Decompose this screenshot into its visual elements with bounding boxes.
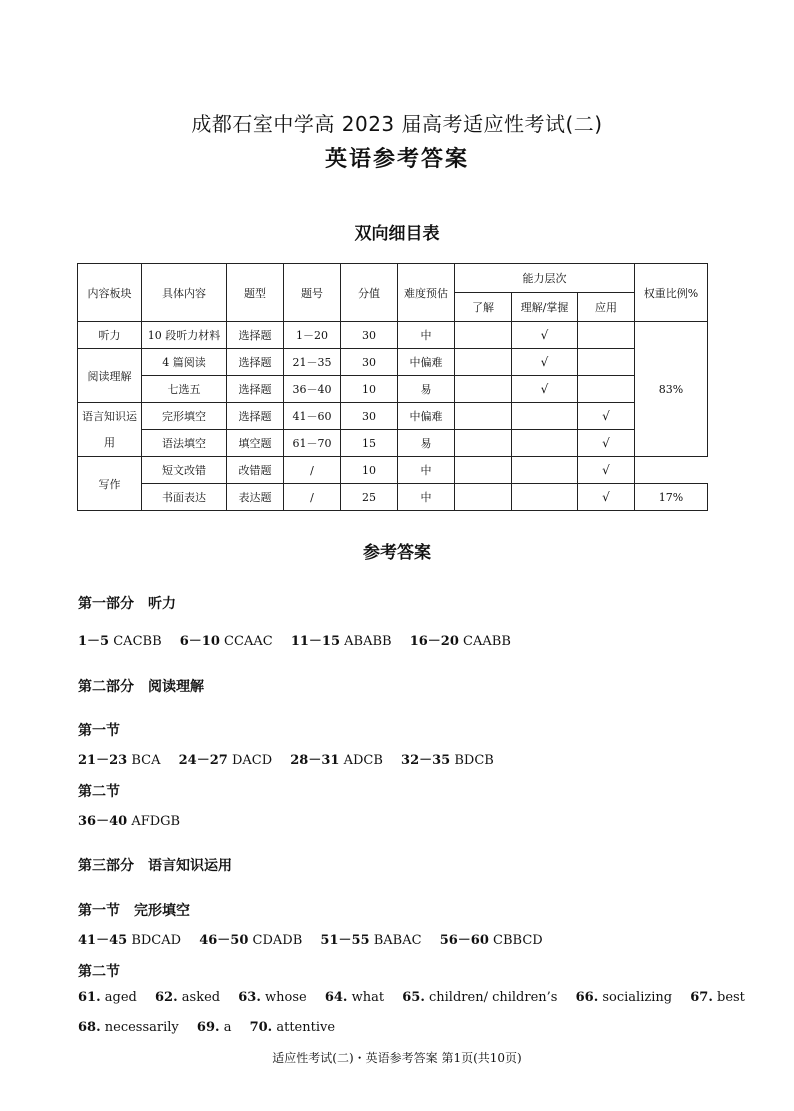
cell-numbers: 61－70 <box>284 430 341 457</box>
answer-item <box>78 634 162 649</box>
answer-range: 16－20 <box>409 634 459 649</box>
part1-title: 第一部分 <box>78 596 134 612</box>
answer-letters: ADCB <box>343 753 383 768</box>
answer-number: 66. <box>575 990 599 1005</box>
check-mark: √ <box>578 430 635 457</box>
answer-item <box>155 990 220 1005</box>
cell-type: 选择题 <box>227 376 284 403</box>
cell-difficulty: 中 <box>398 457 455 484</box>
answer-letters: ABABB <box>344 634 392 649</box>
col-header-type: 题型 <box>227 264 284 322</box>
exam-title: 成都石室中学高 2023 届高考适应性考试(二) <box>191 112 603 136</box>
answer-item <box>320 933 421 948</box>
part2-sec2-answers <box>78 810 194 829</box>
answer-number: 69. <box>196 1020 220 1035</box>
cell-numbers: 41－60 <box>284 403 341 430</box>
check-mark: √ <box>512 322 578 349</box>
cell-content: 完形填空 <box>142 403 227 430</box>
answer-range: 56－60 <box>439 933 489 948</box>
answer-range: 1－5 <box>78 634 110 649</box>
cell-type: 选择题 <box>227 322 284 349</box>
check-mark: √ <box>512 349 578 376</box>
cell-content: 书面表达 <box>142 484 227 511</box>
answer-range: 51－55 <box>320 933 370 948</box>
answer-letters: BCA <box>131 753 161 768</box>
cell-type: 选择题 <box>227 403 284 430</box>
answer-item <box>250 1020 335 1035</box>
cell-weight: 17% <box>635 484 708 511</box>
cell-score: 10 <box>341 376 398 403</box>
cell-block: 阅读理解 <box>78 349 142 403</box>
cell-content: 七选五 <box>142 376 227 403</box>
cell-score: 25 <box>341 484 398 511</box>
ability-apply: 应用 <box>578 293 635 322</box>
part3-sec1-name: 完形填空 <box>134 903 190 919</box>
cell-type: 改错题 <box>227 457 284 484</box>
answer-word: a <box>223 1020 232 1035</box>
table-row <box>78 322 708 349</box>
answer-range: 21－23 <box>78 753 128 768</box>
answer-range: 11－15 <box>290 634 340 649</box>
part1-name: 听力 <box>148 596 176 612</box>
col-header-block: 内容板块 <box>78 264 142 322</box>
cell-difficulty: 中 <box>398 322 455 349</box>
answer-item <box>78 814 180 829</box>
ability-understand: 理解/掌握 <box>512 293 578 322</box>
part3-title: 第三部分 <box>78 858 134 874</box>
answer-letters: BDCB <box>454 753 494 768</box>
answer-letters: AFDGB <box>131 814 181 829</box>
answer-item <box>78 933 181 948</box>
answer-letters: CBBCD <box>493 933 543 948</box>
cell-numbers: 21－35 <box>284 349 341 376</box>
part2-sec1-answers <box>78 749 508 768</box>
answer-number: 70. <box>249 1020 273 1035</box>
answer-range: 46－50 <box>199 933 249 948</box>
cell-content: 10 段听力材料 <box>142 322 227 349</box>
table-row <box>78 430 708 457</box>
answer-letters: CACBB <box>113 634 162 649</box>
answer-number: 61. <box>78 990 101 1005</box>
answer-range: 36－40 <box>78 814 128 829</box>
answer-item <box>440 933 543 948</box>
answer-key-title: 英语参考答案 <box>324 147 469 172</box>
answer-item <box>180 634 273 649</box>
answer-item <box>179 753 273 768</box>
answer-item <box>199 933 302 948</box>
answer-letters: CCAAC <box>224 634 273 649</box>
part2-sec1-heading: 第一节 <box>78 723 120 739</box>
answer-item <box>291 634 392 649</box>
check-mark: √ <box>512 376 578 403</box>
answer-item <box>78 753 160 768</box>
answer-word: whose <box>265 990 307 1005</box>
answer-item <box>78 1020 179 1035</box>
answer-word: necessarily <box>104 1020 179 1035</box>
cell-numbers: / <box>284 484 341 511</box>
answer-range: 28－31 <box>290 753 340 768</box>
check-mark: √ <box>578 403 635 430</box>
cell-difficulty: 易 <box>398 376 455 403</box>
cell-block: 语言知识运用 <box>78 403 142 457</box>
answer-word: aged <box>104 990 137 1005</box>
cell-block: 听力 <box>78 322 142 349</box>
table-row <box>78 484 708 511</box>
cell-difficulty: 中 <box>398 484 455 511</box>
answer-item <box>401 753 494 768</box>
cell-score: 30 <box>341 322 398 349</box>
spec-table-heading: 双向细目表 <box>354 224 440 244</box>
table-row <box>78 349 708 376</box>
answer-item <box>238 990 306 1005</box>
answer-item <box>402 990 557 1005</box>
table-row <box>78 376 708 403</box>
answers-heading: 参考答案 <box>363 543 431 563</box>
answer-word: socializing <box>602 990 673 1005</box>
col-header-score: 分值 <box>341 264 398 322</box>
table-row <box>78 403 708 430</box>
part2-heading <box>78 676 204 696</box>
cell-block: 写作 <box>78 457 142 511</box>
cell-difficulty: 中偏难 <box>398 403 455 430</box>
answer-number: 68. <box>78 1020 101 1035</box>
answer-item <box>290 753 383 768</box>
cell-type: 填空题 <box>227 430 284 457</box>
part2-title: 第二部分 <box>78 679 134 695</box>
part3-sec2-heading: 第二节 <box>78 964 120 980</box>
cell-score: 30 <box>341 349 398 376</box>
answer-item <box>325 990 384 1005</box>
table-row <box>78 457 708 484</box>
answer-letters: CDADB <box>252 933 303 948</box>
answer-range: 32－35 <box>401 753 451 768</box>
cell-weight: 83% <box>635 322 708 457</box>
part3-sec1-answers <box>78 929 557 948</box>
cell-difficulty: 中偏难 <box>398 349 455 376</box>
part1-answers <box>78 630 525 649</box>
cell-content: 短文改错 <box>142 457 227 484</box>
cell-numbers: 1－20 <box>284 322 341 349</box>
cell-difficulty: 易 <box>398 430 455 457</box>
answer-word: what <box>351 990 385 1005</box>
answer-letters: BDCAD <box>131 933 182 948</box>
answer-number: 64. <box>324 990 348 1005</box>
answer-number: 63. <box>238 990 261 1005</box>
answer-item <box>410 634 511 649</box>
answer-item <box>197 1020 232 1035</box>
cell-type: 选择题 <box>227 349 284 376</box>
answer-range: 6－10 <box>179 634 220 649</box>
answer-word: asked <box>181 990 221 1005</box>
col-header-numbers: 题号 <box>284 264 341 322</box>
page-footer: 适应性考试(二)・英语参考答案 第1页(共10页) <box>272 1051 522 1065</box>
answer-item <box>690 990 745 1005</box>
answer-item <box>576 990 672 1005</box>
answer-word: children/ children’s <box>429 990 558 1005</box>
cell-type: 表达题 <box>227 484 284 511</box>
part3-sec2-answers-line1 <box>78 990 759 1005</box>
check-mark: √ <box>578 484 635 511</box>
check-mark: √ <box>578 457 635 484</box>
spec-table <box>77 263 708 511</box>
cell-score: 10 <box>341 457 398 484</box>
cell-numbers: 36－40 <box>284 376 341 403</box>
part1-heading <box>78 593 176 613</box>
part3-sec2-answers-line2 <box>78 1020 349 1035</box>
answer-letters: BABAC <box>373 933 422 948</box>
answer-item <box>78 990 137 1005</box>
answer-number: 65. <box>402 990 425 1005</box>
answer-letters: DACD <box>231 753 273 768</box>
answer-number: 67. <box>690 990 713 1005</box>
answer-range: 41－45 <box>78 933 128 948</box>
part3-sec1-heading <box>78 900 190 920</box>
answer-word: best <box>717 990 745 1005</box>
cell-numbers: / <box>284 457 341 484</box>
answer-number: 62. <box>155 990 178 1005</box>
cell-score: 15 <box>341 430 398 457</box>
answer-word: attentive <box>276 1020 336 1035</box>
col-header-content: 具体内容 <box>142 264 227 322</box>
part3-sec1-title: 第一节 <box>78 903 120 919</box>
answer-range: 24－27 <box>178 753 228 768</box>
answer-letters: CAABB <box>463 634 511 649</box>
part3-heading <box>78 855 232 875</box>
col-header-weight: 权重比例% <box>635 264 708 322</box>
cell-content: 语法填空 <box>142 430 227 457</box>
cell-content: 4 篇阅读 <box>142 349 227 376</box>
part3-name: 语言知识运用 <box>148 858 232 874</box>
part2-sec2-heading: 第二节 <box>78 784 120 800</box>
cell-score: 30 <box>341 403 398 430</box>
part2-name: 阅读理解 <box>148 679 204 695</box>
col-header-ability: 能力层次 <box>455 264 635 293</box>
col-header-difficulty: 难度预估 <box>398 264 455 322</box>
ability-know: 了解 <box>455 293 512 322</box>
